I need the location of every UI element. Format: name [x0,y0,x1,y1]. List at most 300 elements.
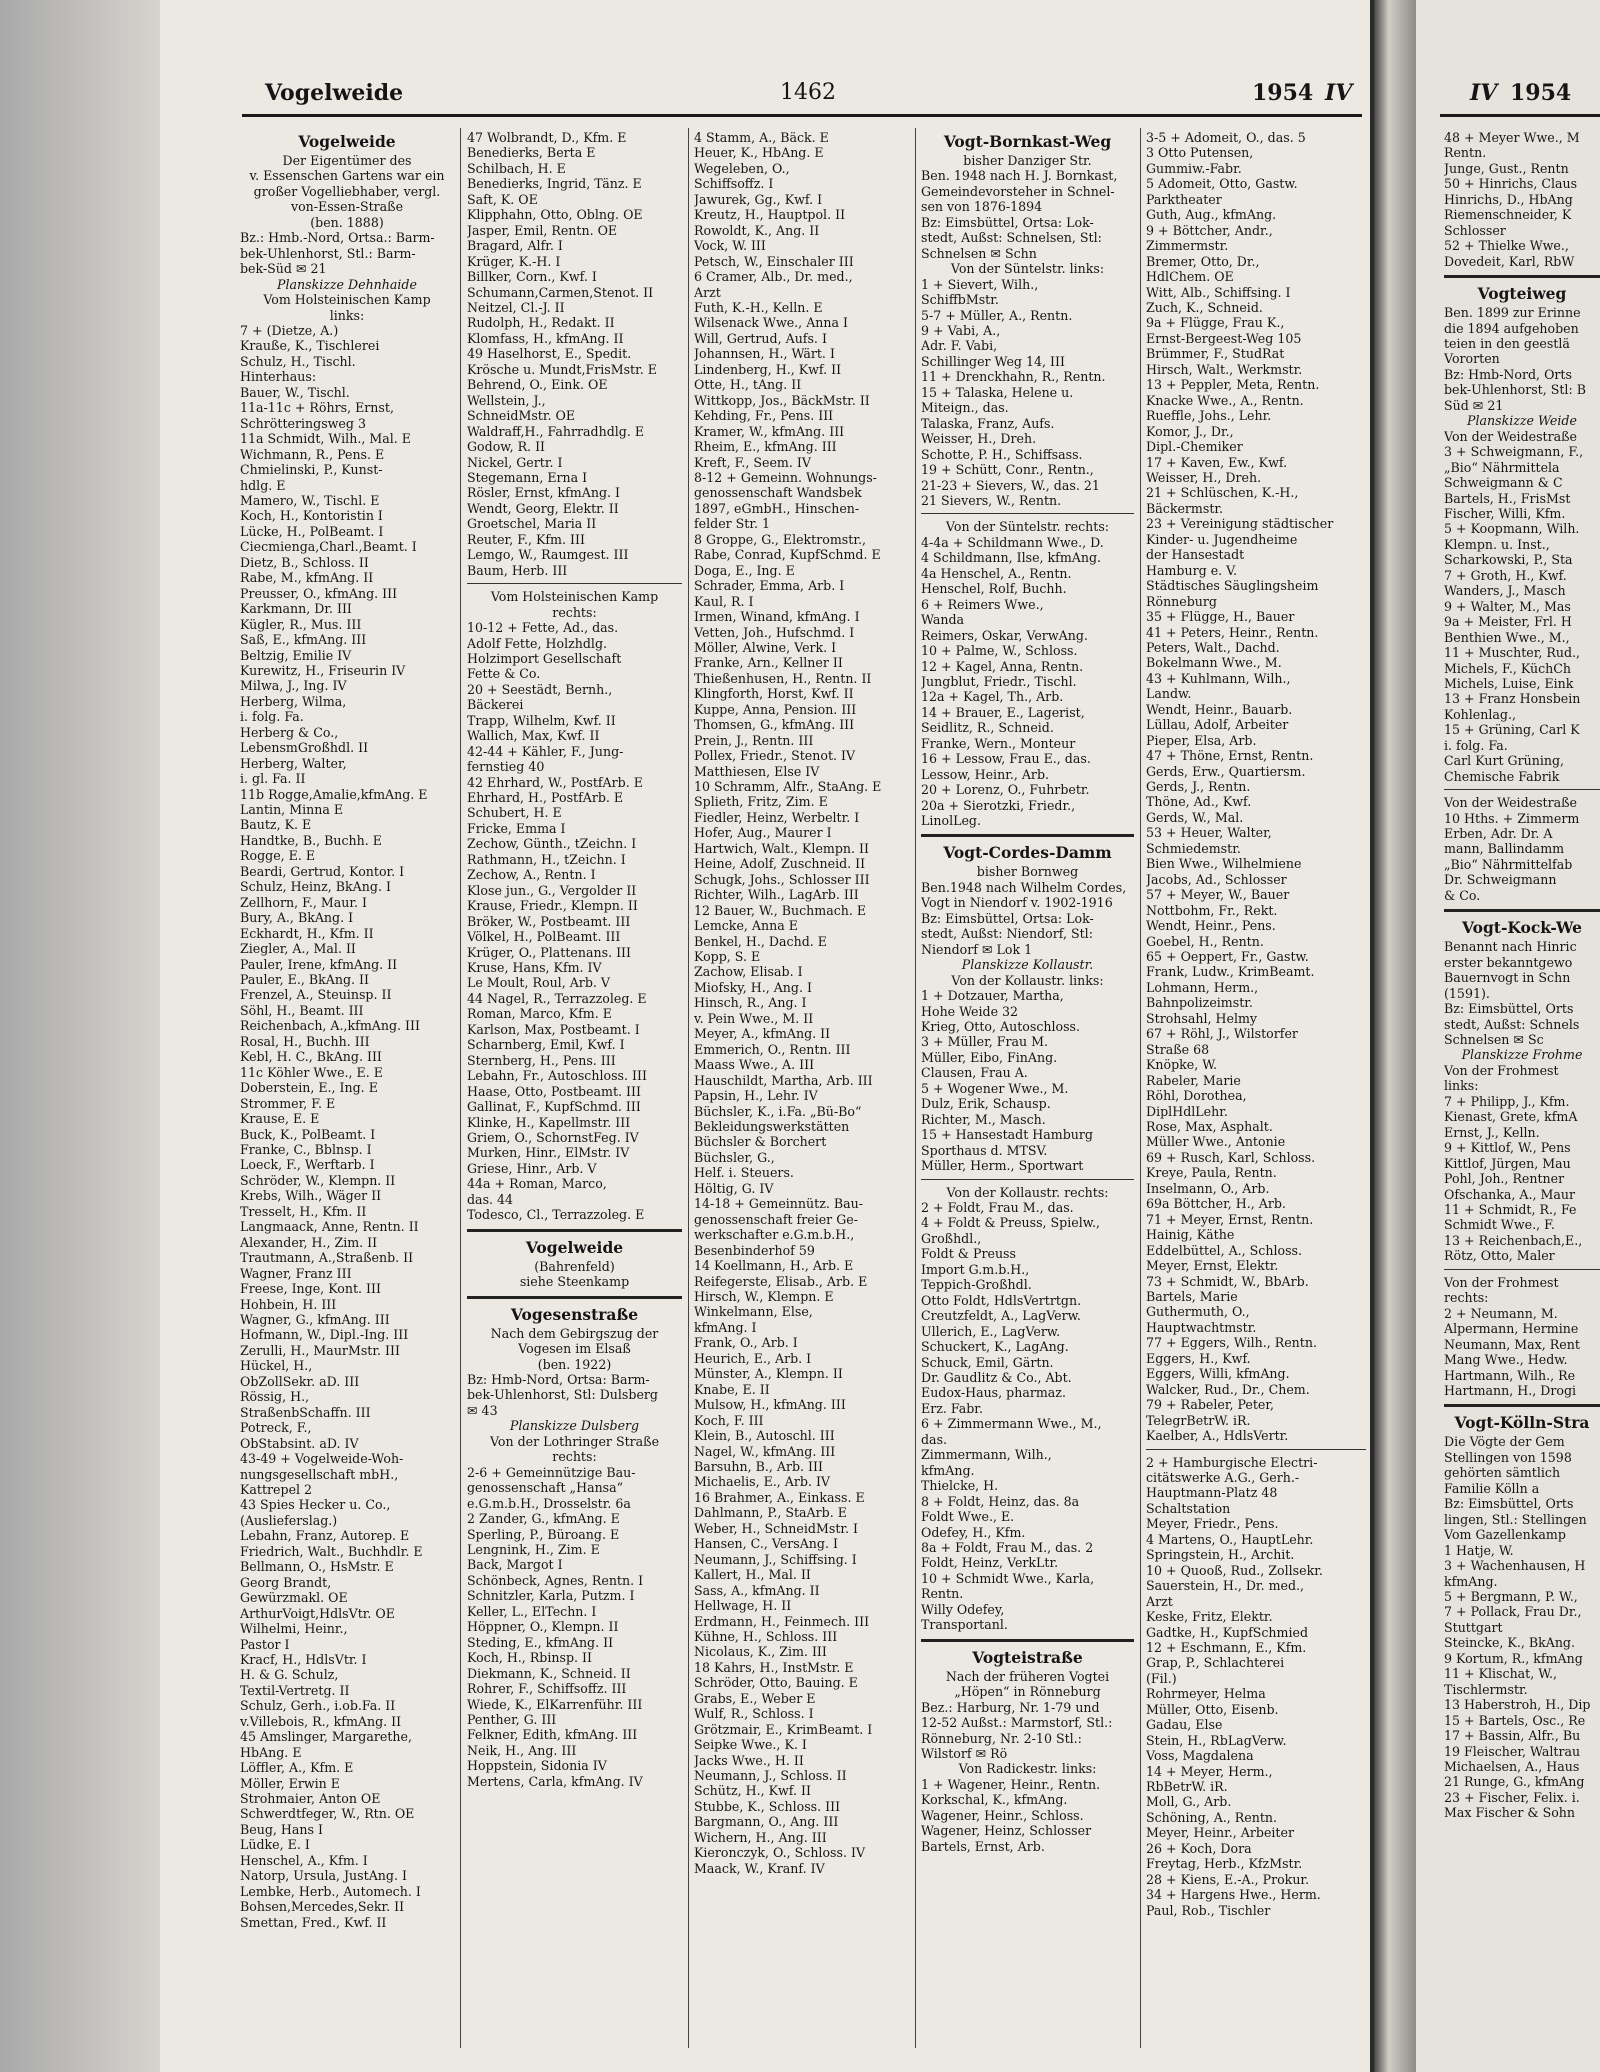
directory-entry: Ben. 1948 nach H. J. Bornkast, [921,168,1118,184]
directory-entry: Felkner, Edith, kfmAng. III [467,1727,638,1743]
directory-entry: 8 Groppe, G., Elektromstr., [694,531,866,547]
directory-entry: 17 + Kaven, Ew., Kwf. [1146,454,1288,470]
street-note: rechts: [552,604,597,620]
directory-entry: Eddelbüttel, A., Schloss. [1146,1242,1303,1258]
street-heading: Vogt-Bornkast-Weg [943,132,1112,151]
directory-entry: Sperling, P., Büroang. E [467,1526,620,1542]
directory-entry: Lemgo, W., Raumgest. III [467,547,629,563]
directory-entry: Städtisches Säuglingsheim [1146,578,1319,594]
directory-entry: Bohsen,Mercedes,Sekr. II [240,1899,405,1915]
directory-column-6 [1444,130,1600,2060]
street-note: Vom Holsteinischen Kamp [263,292,431,308]
directory-entry: Parktheater [1146,191,1222,207]
directory-entry: Wendt, Heinr., Pens. [1146,918,1276,934]
directory-entry: Bz: Eimsbüttel, Orts [1444,1001,1574,1017]
directory-entry: Mamero, W., Tischl. E [240,492,380,508]
directory-entry: Prein, J., Rentn. III [694,732,814,748]
directory-entry: Alpermann, Hermine [1444,1321,1579,1337]
directory-entry: links: [1444,1078,1479,1094]
directory-entry: RbBetrW. iR. [1146,1779,1228,1795]
directory-entry: Von der Weidestraße [1444,428,1578,444]
directory-entry: Kreutz, H., Hauptpol. II [694,207,846,223]
section-divider [467,1229,682,1232]
street-note: Nach der früheren Vogtei [945,1668,1110,1684]
directory-entry: Wittkopp, Jos., BäckMstr. II [694,392,870,408]
directory-entry: i. gl. Fa. II [240,771,306,787]
directory-entry: Michels, F., KüchCh [1444,660,1571,676]
directory-entry: rechts: [1444,1290,1489,1306]
directory-entry: Pauler, Irene, kfmAng. II [240,956,398,972]
directory-entry: 44 Nagel, R., Terrazzoleg. E [467,990,647,1006]
directory-entry: Hirsch, Walt., Werkmstr. [1146,361,1303,377]
directory-entry: stedt, Außst: Schnels [1444,1016,1580,1032]
directory-entry: Pieper, Elsa, Arb. [1146,732,1257,748]
directory-entry: Rogge, E. E [240,848,316,864]
directory-entry: 9a + Meister, Frl. H [1444,614,1572,630]
directory-entry: Krause, Friedr., Klempn. II [467,898,638,914]
section-divider [921,834,1134,837]
directory-entry: Karkmann, Dr. III [240,601,352,617]
directory-entry: 7 + Groth, H., Kwf. [1444,567,1567,583]
directory-entry: 4a Henschel, A., Rentn. [921,565,1072,581]
directory-entry: Lüllau, Adolf, Arbeiter [1146,717,1289,733]
directory-entry: 43-49 + Vogelweide-Woh- [240,1451,404,1467]
divider [467,583,682,584]
directory-entry: 1 + Dotzauer, Martha, [921,988,1064,1004]
map-reference: Planskizze Weide [1467,413,1577,429]
directory-entry: Ehrhard, H., PostfArb. E [467,790,624,806]
directory-entry: Kinder- u. Jugendheime [1146,531,1298,547]
directory-entry: Billker, Corn., Kwf. I [467,269,597,285]
directory-entry: Großhdl., [921,1230,982,1246]
directory-entry: Langmaack, Anne, Rentn. II [240,1219,419,1235]
directory-entry: Thielcke, H. [921,1478,999,1494]
directory-entry: 21 + Schlüschen, K.-H., [1146,485,1299,501]
directory-entry: 69a Böttcher, H., Arb. [1146,1196,1286,1212]
directory-entry: Lantin, Minna E [240,802,344,818]
directory-entry: Reuter, F., Kfm. III [467,531,585,547]
street-note: (ben. 1888) [310,214,384,230]
directory-entry: 9 + Walter, M., Mas [1444,598,1571,614]
directory-entry: 41 + Peters, Heinr., Rentn. [1146,624,1319,640]
directory-entry: Scharnberg, Emil, Kwf. I [467,1037,625,1053]
directory-entry: Benedierks, Berta E [467,145,596,161]
directory-entry: Klingforth, Horst, Kwf. II [694,686,854,702]
directory-entry: Kühne, H., Schloss. III [694,1628,838,1644]
directory-entry: Neumann, J., Schloss. II [694,1768,847,1784]
directory-entry: Rönneburg, Nr. 2-10 Stl.: [921,1730,1082,1746]
street-note: bisher Danziger Str. [963,153,1092,168]
divider [921,513,1134,514]
directory-entry: Ernst, J., Kelln. [1444,1124,1540,1140]
street-note: von-Essen-Straße [290,199,404,215]
directory-entry: Kramer, W., kfmAng. III [694,423,845,439]
directory-entry: ObStabsint. aD. IV [240,1435,359,1451]
directory-entry: Lebahn, Franz, Autorep. E [240,1528,410,1544]
directory-entry: 5 + Bergmann, P. W., [1444,1588,1578,1604]
directory-entry: Herberg & Co., [240,724,339,740]
directory-entry: TelegrBetrW. iR. [1146,1412,1251,1428]
directory-entry: Hartmann, H., Drogi [1444,1382,1577,1398]
directory-entry: Von der Frohmest [1444,1274,1559,1290]
directory-entry: Petsch, W., Einschaler III [694,253,854,269]
directory-entry: Freytag, Herb., KfzMstr. [1146,1856,1303,1872]
directory-entry: (1591). [1444,985,1490,1001]
directory-entry: Kracf, H., HdlsVtr. I [240,1651,367,1667]
directory-column-4 [921,130,1134,2060]
directory-entry: Rabe, Conrad, KupfSchmd. E [694,547,881,563]
directory-entry: DiplHdlLehr. [1146,1103,1228,1119]
directory-entry: Bartels, Marie [1146,1288,1238,1304]
directory-entry: citätswerke A.G., Gerh.- [1146,1469,1300,1485]
directory-entry: 14 + Meyer, Herm., [1146,1763,1273,1779]
street-note: Der Eigentümer des [282,153,412,168]
directory-entry: Von der Weidestraße [1444,795,1578,811]
directory-entry: 9 + Vabi, A., [921,322,1001,338]
directory-entry: Kienast, Grete, kfmA [1444,1109,1578,1125]
street-note: (Bahrenfeld) [534,1258,615,1274]
directory-entry: Zimmermstr. [1146,238,1229,254]
directory-entry: gehörten sämtlich [1444,1465,1561,1481]
directory-entry: Pollex, Friedr., Stenot. IV [694,748,856,764]
directory-entry: Freese, Inge, Kont. III [240,1281,381,1297]
directory-entry: 42-44 + Kähler, F., Jung- [467,743,624,759]
directory-entry: & Co. [1444,887,1481,903]
directory-entry: Lessow, Heinr., Arb. [921,766,1050,782]
directory-entry: 47 + Thöne, Ernst, Rentn. [1146,748,1314,764]
directory-entry: Wellstein, J., [467,392,546,408]
directory-entry: Bautz, K. E [240,817,312,833]
directory-entry: Brümmer, F., StudRat [1146,346,1285,362]
directory-entry: 49 Haselhorst, E., Spedit. [467,346,632,362]
directory-entry: Koch, F. III [694,1412,764,1428]
directory-entry: Griese, Hinr., Arb. V [467,1160,597,1176]
directory-entry: Gadau, Else [1146,1717,1223,1733]
section-divider [1444,1404,1600,1407]
directory-entry: Talaska, Franz, Aufs. [921,415,1055,431]
directory-entry: Krieg, Otto, Autoschloss. [921,1019,1081,1035]
directory-entry: Gerds, J., Rentn. [1146,779,1251,795]
directory-entry: Frank, Ludw., KrimBeamt. [1146,964,1315,980]
directory-entry: Frank, O., Arb. I [694,1335,798,1351]
directory-entry: Mertens, Carla, kfmAng. IV [467,1773,643,1789]
directory-entry: Weisser, H., Dreh. [921,431,1037,447]
directory-entry: Wichmann, R., Pens. E [240,446,385,462]
directory-entry: genossenschaft Wandsbek [694,485,862,501]
directory-entry: 7 + Pollack, Frau Dr., [1444,1604,1582,1620]
directory-entry: Schulz, H., Tischl. [240,353,356,369]
directory-entry: Hauptwachtmstr. [1146,1319,1257,1335]
directory-entry: Rabe, M., kfmAng. II [240,570,374,586]
directory-entry: Hauptmann-Platz 48 [1146,1485,1278,1501]
directory-entry: Strohsahl, Helmy [1146,1010,1258,1026]
directory-entry: 14 Koellmann, H., Arb. E [694,1258,854,1274]
directory-entry: Ben. 1899 zur Erinne [1444,305,1581,321]
directory-entry: 17 + Bassin, Alfr., Bu [1444,1728,1581,1744]
directory-entry: Benthien Wwe., M., [1444,629,1570,645]
directory-entry: Grabs, E., Weber E [694,1690,816,1706]
directory-entry: Bäckermstr. [1146,500,1224,516]
directory-entry: nungsgesellschaft mbH., [240,1466,399,1482]
directory-entry: Fiedler, Heinz, Werbeltr. I [694,809,860,825]
directory-entry: Büchsler, K., i.Fa. „Bü-Bo“ [694,1103,862,1119]
directory-entry: Beug, Hans I [240,1821,323,1837]
directory-entry: 65 + Oeppert, Fr., Gastw. [1146,949,1309,965]
directory-entry: Michels, Luise, Eink [1444,675,1574,691]
directory-entry: 2 Zander, G., kfmAng. E [467,1511,620,1527]
directory-entry: Müller, Herm., Sportwart [921,1158,1084,1174]
directory-entry: der Hansestadt [1146,547,1245,563]
directory-entry: Besenbinderhof 59 [694,1242,815,1258]
directory-entry: Baum, Herb. III [467,562,568,578]
directory-entry: Adolf Fette, Holzhdlg. [467,635,608,651]
directory-entry: Kopp, S. E [694,949,761,965]
directory-entry: Diekmann, K., Schneid. II [467,1665,631,1681]
directory-entry: Schütz, H., Kwf. II [694,1783,811,1799]
directory-entry: Wallich, Max, Kwf. II [467,728,600,744]
directory-entry: Rohrmeyer, Helma [1146,1686,1266,1702]
directory-entry: Gerds, W., Mal. [1146,809,1244,825]
street-note: rechts: [552,1449,597,1465]
directory-entry: hdlg. E [240,477,286,493]
directory-entry: Vororten [1444,351,1500,367]
directory-entry: Doga, E., Ing. E [694,562,795,578]
directory-entry: Eudox-Haus, pharmaz. [921,1385,1066,1401]
directory-entry: 34 + Hargens Hwe., Herm. [1146,1887,1321,1903]
directory-entry: ObZollSekr. aD. III [240,1373,360,1389]
directory-entry: 4 + Foldt & Preuss, Spielw., [921,1215,1101,1231]
directory-entry: Stegemann, Erna I [467,469,588,485]
directory-entry: Rathmann, H., tZeichn. I [467,851,626,867]
directory-entry: Schröder, W., Klempn. II [240,1172,396,1188]
directory-entry: Preusser, O., kfmAng. III [240,585,398,601]
directory-entry: Klose jun., G., Vergolder II [467,882,637,898]
directory-entry: Sporthaus d. MTSV. [921,1142,1048,1158]
directory-entry: Frenzel, A., Steuinsp. II [240,987,392,1003]
directory-entry: Bez.: Harburg, Nr. 1-79 und [921,1699,1100,1715]
directory-entry: Gadtke, H., KupfSchmied [1146,1624,1309,1640]
directory-entry: Murken, Hinr., ElMstr. IV [467,1145,630,1161]
directory-entry: Straße 68 [1146,1041,1210,1057]
directory-entry: 12-52 Außst.: Marmstorf, Stl.: [921,1715,1113,1731]
directory-entry: Dr. Gaudlitz & Co., Abt. [921,1369,1072,1385]
directory-entry: Chmielinski, P., Kunst- [240,462,383,478]
directory-entry: Futh, K.-H., Kelln. E [694,299,823,315]
directory-entry: 9 + Böttcher, Andr., [1146,222,1273,238]
directory-entry: Eggers, Willi, kfmAng. [1146,1366,1290,1382]
directory-entry: 35 + Flügge, H., Bauer [1146,609,1295,625]
directory-entry: Schröder, Otto, Bauing. E [694,1675,858,1691]
running-head-left: Vogelweide [265,80,404,106]
directory-entry: Papsin, H., Lehr. IV [694,1088,818,1104]
street-heading: Vogelweide [525,1237,624,1257]
directory-entry: 11c Köhler Wwe., E. E [240,1064,383,1080]
directory-entry: Schumann,Carmen,Stenot. II [467,284,654,300]
running-head-year-right: 1954 [1510,80,1572,106]
directory-entry: (Auslieferslag.) [240,1512,338,1528]
street-note: Von der Süntelstr. rechts: [945,519,1110,535]
directory-entry: Bz: Hmb-Nord, Ortsa: Barm- [467,1371,650,1387]
directory-entry: 3 + Müller, Frau M. [921,1034,1049,1050]
directory-entry: Eckhardt, H., Kfm. II [240,925,374,941]
directory-entry: Griem, O., SchornstFeg. IV [467,1130,639,1145]
directory-entry: Müller, Eibo, FinAng. [921,1049,1058,1065]
directory-entry: Jacobs, Ad., Schlosser [1146,871,1287,887]
directory-entry: Schuckert, K., LagAng. [921,1339,1069,1355]
directory-entry: Zuch, K., Schneid. [1146,299,1263,315]
directory-entry: Ernst-Bergeest-Weg 105 [1146,330,1302,346]
directory-entry: 73 + Schmidt, W., BbArb. [1146,1273,1309,1289]
directory-entry: Wilhelmi, Heinr., [240,1621,348,1637]
directory-entry: Moll, G., Arb. [1146,1794,1232,1810]
directory-entry: Ciecmienga,Charl.,Beamt. I [240,539,417,555]
street-heading: Vogelweide [298,132,396,151]
directory-entry: Kreye, Paula, Rentn. [1146,1165,1277,1181]
directory-entry: Schrader, Emma, Arb. I [694,578,845,594]
directory-entry: Voss, Magdalena [1146,1748,1254,1764]
directory-entry: Waldraff,H., Fahrradhdlg. E [467,423,645,439]
book-gutter [1374,0,1416,2072]
directory-entry: Schönbeck, Agnes, Rentn. I [467,1572,644,1588]
section-divider [1444,909,1600,912]
column-divider [1140,128,1141,2048]
directory-entry: Lengnink, H., Zim. E [467,1541,600,1557]
directory-entry: Krüger, O., Plattenans. III [467,944,632,960]
directory-entry: Kehding, Fr., Pens. III [694,408,834,424]
directory-entry: Wendt, Georg, Elektr. II [467,500,619,516]
directory-entry: Irmen, Winand, kfmAng. I [694,609,860,625]
directory-entry: Bremer, Otto, Dr., [1146,253,1260,269]
directory-entry: Beardi, Gertrud, Kontor. I [240,863,405,879]
directory-entry: 48 + Meyer Wwe., M [1444,130,1580,145]
directory-entry: Büchsler & Borchert [694,1134,827,1150]
directory-entry: 43 + Kuhlmann, Wilh., [1146,670,1291,686]
directory-entry: 20 + Lorenz, O., Fuhrbetr. [921,782,1090,798]
directory-entry: Riemenschneider, K [1444,207,1572,223]
directory-entry: Bartels, Ernst, Arb. [921,1838,1045,1854]
directory-entry: Wagener, Heinr., Schloss. [921,1807,1084,1823]
directory-entry: 67 + Röhl, J., Wilstorfer [1146,1026,1298,1042]
directory-column-2 [467,130,682,2060]
directory-entry: Trapp, Wilhelm, Kwf. II [467,712,616,728]
directory-entry: Pohl, Joh., Rentner [1444,1171,1565,1187]
directory-entry: v.Villebois, R., kfmAng. II [240,1713,402,1729]
directory-entry: Wagner, Franz III [240,1265,352,1281]
directory-entry: Rentn. [1444,145,1487,161]
directory-entry: Herberg, Walter, [240,755,347,771]
directory-entry: Fette & Co. [467,666,541,682]
directory-entry: Vogt in Niendorf v. 1902-1916 [921,895,1113,911]
street-heading: Vogteistraße [972,1647,1083,1667]
directory-entry: Le Moult, Roul, Arb. V [467,975,610,991]
directory-entry: Landw. [1146,686,1192,702]
directory-entry: Neik, H., Ang. III [467,1742,577,1758]
directory-entry: Bz: Eimsbüttel, Ortsa: Lok- [921,910,1094,926]
directory-entry: Lücke, H., PolBeamt. I [240,523,384,539]
directory-entry: Rötz, Otto, Maler [1444,1248,1555,1264]
directory-entry: Hartmann, Wilh., Re [1444,1367,1576,1383]
street-heading: Vogesenstraße [510,1304,639,1324]
directory-entry: Otto Foldt, HdlsVertrtgn. [921,1292,1082,1308]
directory-entry: Wendt, Heinr., Bauarb. [1146,701,1293,717]
directory-entry: Zimmermann, Wilh., [921,1447,1052,1463]
directory-entry: 5-7 + Müller, A., Rentn. [921,307,1073,323]
directory-entry: 19 Fleischer, Waltrau [1444,1743,1581,1759]
directory-entry: Carl Kurt Grüning, [1444,753,1565,769]
directory-entry: Kallert, H., Mal. II [694,1567,811,1583]
directory-column-1 [240,130,454,2060]
directory-entry: HdlChem. OE [1146,269,1234,285]
directory-entry: Sternberg, H., Pens. III [467,1052,616,1068]
directory-entry: Bz: Eimsbüttel, Orts [1444,1496,1574,1512]
directory-entry: v. Pein Wwe., M. II [694,1010,814,1026]
directory-entry: Otte, H., tAng. II [694,377,802,393]
directory-entry: 53 + Heuer, Walter, [1146,825,1272,841]
directory-entry: Wanders, J., Masch [1444,583,1566,599]
directory-entry: Benedierks, Ingrid, Tänz. E [467,176,642,192]
directory-entry: 5 + Koopmann, Wilh. [1444,521,1580,537]
directory-entry: felder Str. 1 [694,516,771,532]
directory-entry: Bz.: Hmb.-Nord, Ortsa.: Barm- [240,230,435,246]
divider [1444,1269,1600,1270]
directory-entry: Sauerstein, H., Dr. med., [1146,1578,1305,1594]
directory-entry: 1 Hatje, W. [1444,1542,1514,1558]
directory-entry: Alexander, H., Zim. II [240,1234,378,1250]
directory-entry: Kruse, Hans, Kfm. IV [467,960,602,976]
directory-entry: Rudolph, H., Redakt. II [467,315,615,331]
directory-entry: Junge, Gust., Rentn [1444,160,1569,176]
directory-entry: 79 + Rabeler, Peter, [1146,1397,1275,1413]
directory-entry: bek-Süd ✉ 21 [240,261,327,277]
directory-entry: Meyer, A., kfmAng. II [694,1026,831,1042]
directory-entry: Thießenhusen, H., Rentn. II [694,670,872,686]
directory-entry: Behrend, O., Eink. OE [467,377,608,393]
directory-entry: 20a + Sierotzki, Friedr., [921,797,1076,813]
directory-entry: 2 + Neumann, M. [1444,1305,1558,1321]
running-head-volume: IV [1325,80,1353,106]
directory-entry: Hirsch, W., Klempn. E [694,1288,834,1304]
directory-entry: bek-Uhlenhorst, Stl: Dulsberg [467,1387,658,1403]
directory-entry: Keske, Fritz, Elektr. [1146,1609,1273,1625]
directory-entry: 11a-11c + Röhrs, Ernst, [240,400,394,416]
directory-entry: 4-4a + Schildmann Wwe., D. [921,534,1104,550]
directory-entry: Reimers, Oskar, VerwAng. [921,627,1088,643]
directory-entry: Meyer, Heinr., Arbeiter [1146,1825,1294,1841]
directory-entry: 15 + Hansestadt Hamburg [921,1127,1093,1143]
directory-entry: Weisser, H., Dreh. [1146,469,1262,485]
directory-entry: Stubbe, K., Schloss. III [694,1798,841,1814]
directory-entry: Bellmann, O., HsMstr. E [240,1559,394,1575]
directory-entry: 69 + Rusch, Karl, Schloss. [1146,1149,1316,1165]
street-note: Von Radickestr. links: [958,1761,1097,1777]
directory-entry: 3 Otto Putensen, [1146,145,1254,161]
street-heading: Vogt-Kölln-Stra [1454,1413,1590,1433]
directory-entry: 2-6 + Gemeinnützige Bau- [467,1464,636,1480]
directory-entry: 13 + Reichenbach,E., [1444,1232,1583,1248]
directory-entry: Rowoldt, K., Ang. II [694,222,820,238]
directory-entry: 10 + Palme, W., Schloss. [921,643,1078,659]
directory-entry: 4 Stamm, A., Bäck. E [694,130,829,145]
directory-entry: Kügler, R., Mus. III [240,616,362,632]
directory-entry: Splieth, Fritz, Zim. E [694,794,828,810]
directory-entry: 12a + Kagel, Th., Arb. [921,689,1064,705]
directory-entry: Büchsler, G., [694,1149,775,1165]
directory-entry: Schnelsen ✉ Schn [921,245,1037,261]
directory-entry: Rueffle, Johs., Lehr. [1146,408,1272,424]
directory-entry: Zellhorn, F., Maur. I [240,894,368,910]
directory-entry: Richter, M., Masch. [921,1111,1046,1127]
directory-entry: Kieronczyk, O., Schloss. IV [694,1845,866,1861]
